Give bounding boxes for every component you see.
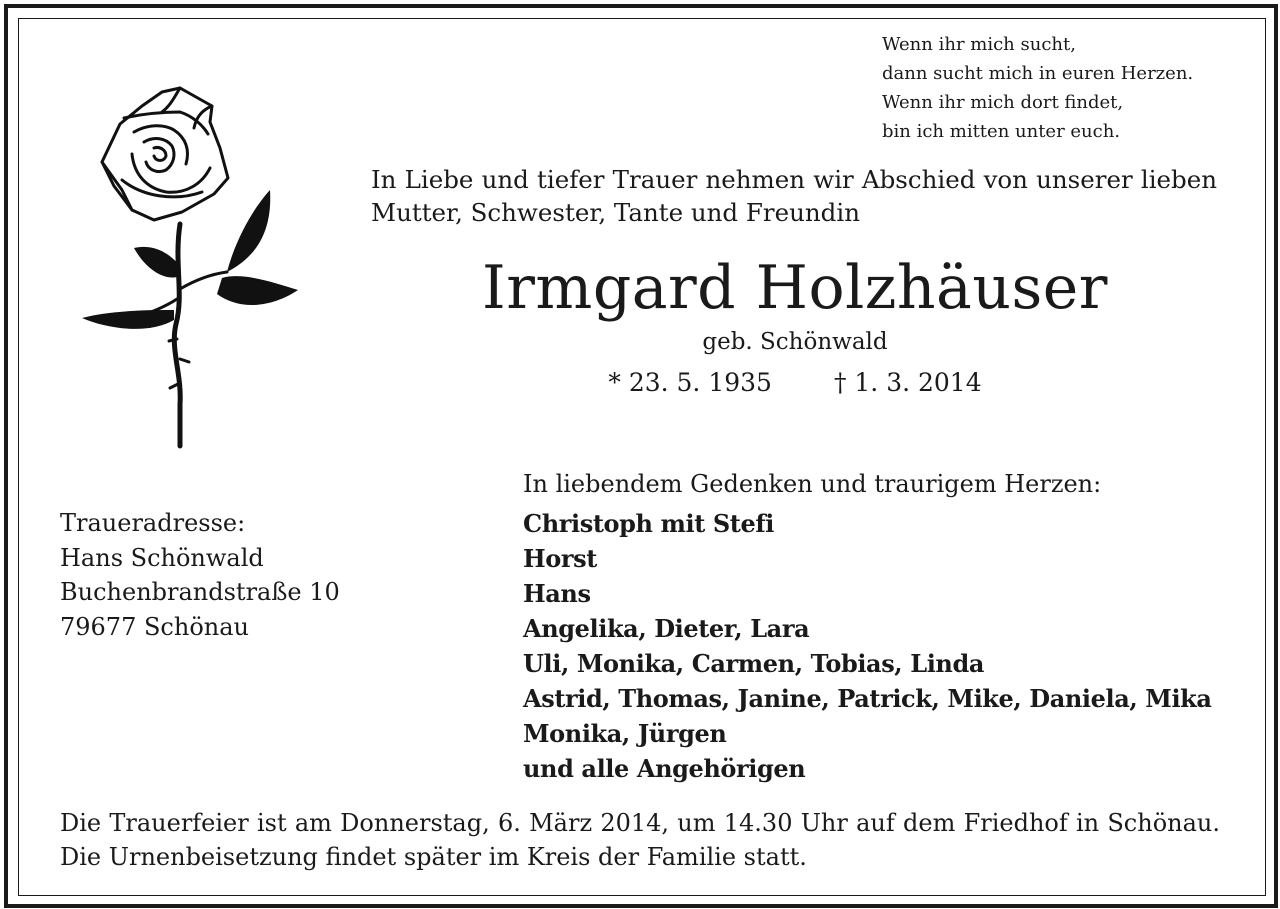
- death-date: † 1. 3. 2014: [833, 368, 982, 397]
- poem-line: Wenn ihr mich sucht,: [882, 34, 1076, 55]
- poem-line: dann sucht mich in euren Herzen.: [882, 63, 1194, 84]
- birth-date: * 23. 5. 1935: [608, 368, 772, 397]
- mourner-line: und alle Angehörigen: [523, 754, 806, 783]
- ceremony-info: [60, 806, 1220, 874]
- mourning-address: [60, 506, 340, 644]
- mourning-label: In liebendem Gedenken und traurigem Herzen:: [523, 470, 1102, 498]
- intro-text: [371, 163, 1217, 229]
- maiden-name: geb. Schönwald: [702, 329, 888, 355]
- mourner-line: Astrid, Thomas, Janine, Patrick, Mike, Daniela, Mika: [523, 684, 1212, 713]
- mourner-line: Christoph mit Stefi: [523, 509, 774, 538]
- mourner-line: Angelika, Dieter, Lara: [523, 614, 810, 643]
- address-line: Hans Schönwald: [60, 543, 264, 572]
- address-line: Traueradresse:: [60, 509, 246, 537]
- ceremony-line-2: Die Urnenbeisetzung findet später im Kreis der Familie statt.: [60, 843, 807, 871]
- mourners-list: [523, 506, 1212, 786]
- mourner-line: Horst: [523, 544, 597, 573]
- poem: [882, 30, 1193, 146]
- rose-illustration-icon: [62, 84, 302, 454]
- mourner-line: Uli, Monika, Carmen, Tobias, Linda: [523, 649, 984, 678]
- intro-line-2: Mutter, Schwester, Tante und Freundin: [371, 198, 860, 227]
- ceremony-line-1: Die Trauerfeier ist am Donnerstag, 6. März 2014, um 14.30 Uhr auf dem Friedhof in Schönau.: [60, 809, 1220, 837]
- mourner-line: Monika, Jürgen: [523, 719, 727, 748]
- life-dates: [380, 365, 1210, 401]
- deceased-name: Irmgard Holzhäuser: [482, 253, 1108, 323]
- address-line: Buchenbrandstraße 10: [60, 578, 340, 606]
- address-line: 79677 Schönau: [60, 612, 249, 641]
- mourner-line: Hans: [523, 579, 591, 608]
- poem-line: bin ich mitten unter euch.: [882, 121, 1121, 142]
- poem-line: Wenn ihr mich dort findet,: [882, 92, 1124, 113]
- intro-line-1: In Liebe und tiefer Trauer nehmen wir Abschied von unserer lieben: [371, 165, 1217, 194]
